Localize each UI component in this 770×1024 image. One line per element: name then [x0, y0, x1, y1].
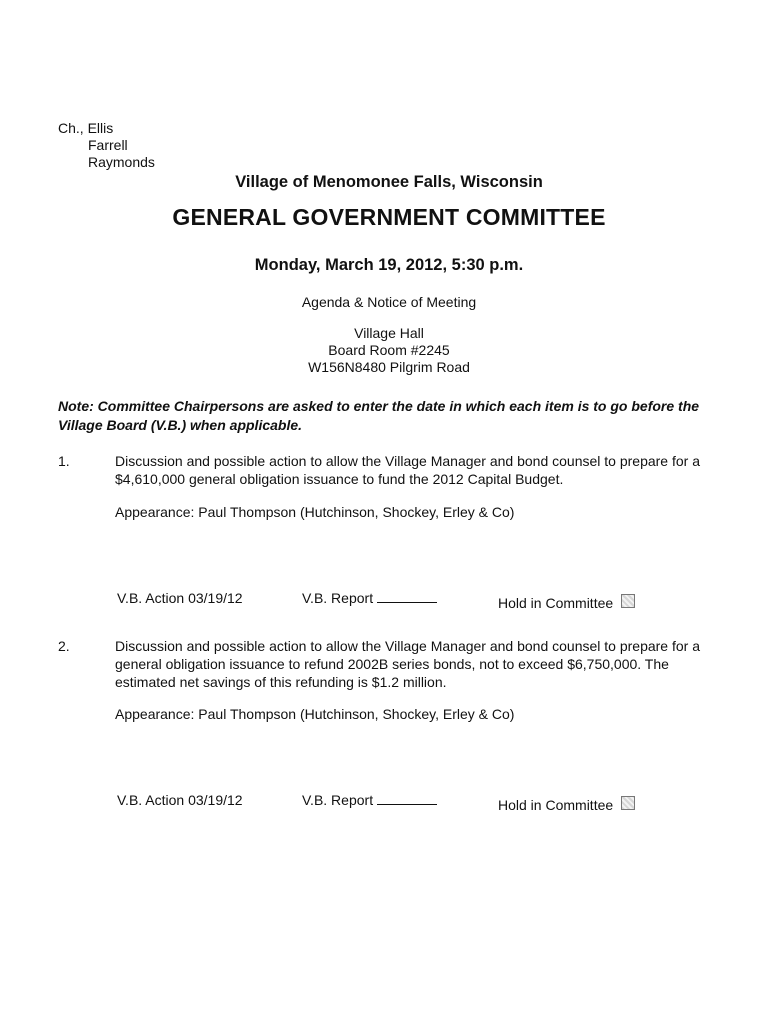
hold-label: Hold in Committee — [498, 797, 614, 813]
item-appearance: Appearance: Paul Thompson (Hutchinson, Shockey, Erley & Co) — [115, 706, 515, 722]
committee-title: GENERAL GOVERNMENT COMMITTEE — [172, 204, 606, 230]
committee-members — [58, 120, 155, 171]
vb-report-label: V.B. Report — [302, 590, 374, 606]
location-line: W156N8480 Pilgrim Road — [308, 359, 470, 375]
village-heading: Village of Menomonee Falls, Wisconsin — [235, 173, 543, 191]
item-description: Discussion and possible action to allow the Village Manager and bond counsel to prepare for a general obligation issuance to refund 2002B series bonds, not to exceed $6,750,000. The estimated net savings of this refunding is $1.2 million. — [115, 638, 700, 690]
vb-action: V.B. Action 03/19/12 — [117, 792, 243, 808]
vb-report-label: V.B. Report — [302, 792, 374, 808]
item-number: 1. — [58, 453, 70, 469]
vb-action: V.B. Action 03/19/12 — [117, 590, 243, 606]
item-appearance: Appearance: Paul Thompson (Hutchinson, Shockey, Erley & Co) — [115, 504, 515, 520]
agenda-notice: Agenda & Notice of Meeting — [301, 294, 477, 310]
meeting-location — [0, 325, 770, 376]
location-line: Board Room #2245 — [328, 342, 450, 358]
member-name: Raymonds — [88, 154, 155, 170]
vb-report — [302, 792, 437, 808]
hold-in-committee-checkbox[interactable] — [621, 594, 635, 608]
vb-report — [302, 590, 437, 606]
hold-label: Hold in Committee — [498, 595, 614, 611]
location-line: Village Hall — [354, 325, 424, 341]
vb-report-blank — [377, 590, 437, 603]
item-number: 2. — [58, 638, 70, 654]
hold-in-committee-checkbox[interactable] — [621, 796, 635, 810]
meeting-datetime: Monday, March 19, 2012, 5:30 p.m. — [254, 256, 524, 274]
chair-name: Ch., Ellis — [58, 120, 114, 136]
chairperson-note: Note: Committee Chairpersons are asked to enter the date in which each item is to go before the Village Board (V.B.) when applicable. — [58, 398, 700, 433]
member-name: Farrell — [88, 137, 128, 153]
vb-report-blank — [377, 792, 437, 805]
item-description: Discussion and possible action to allow the Village Manager and bond counsel to prepare for a $4,610,000 general obligation issuance to fund the 2012 Capital Budget. — [115, 453, 700, 487]
